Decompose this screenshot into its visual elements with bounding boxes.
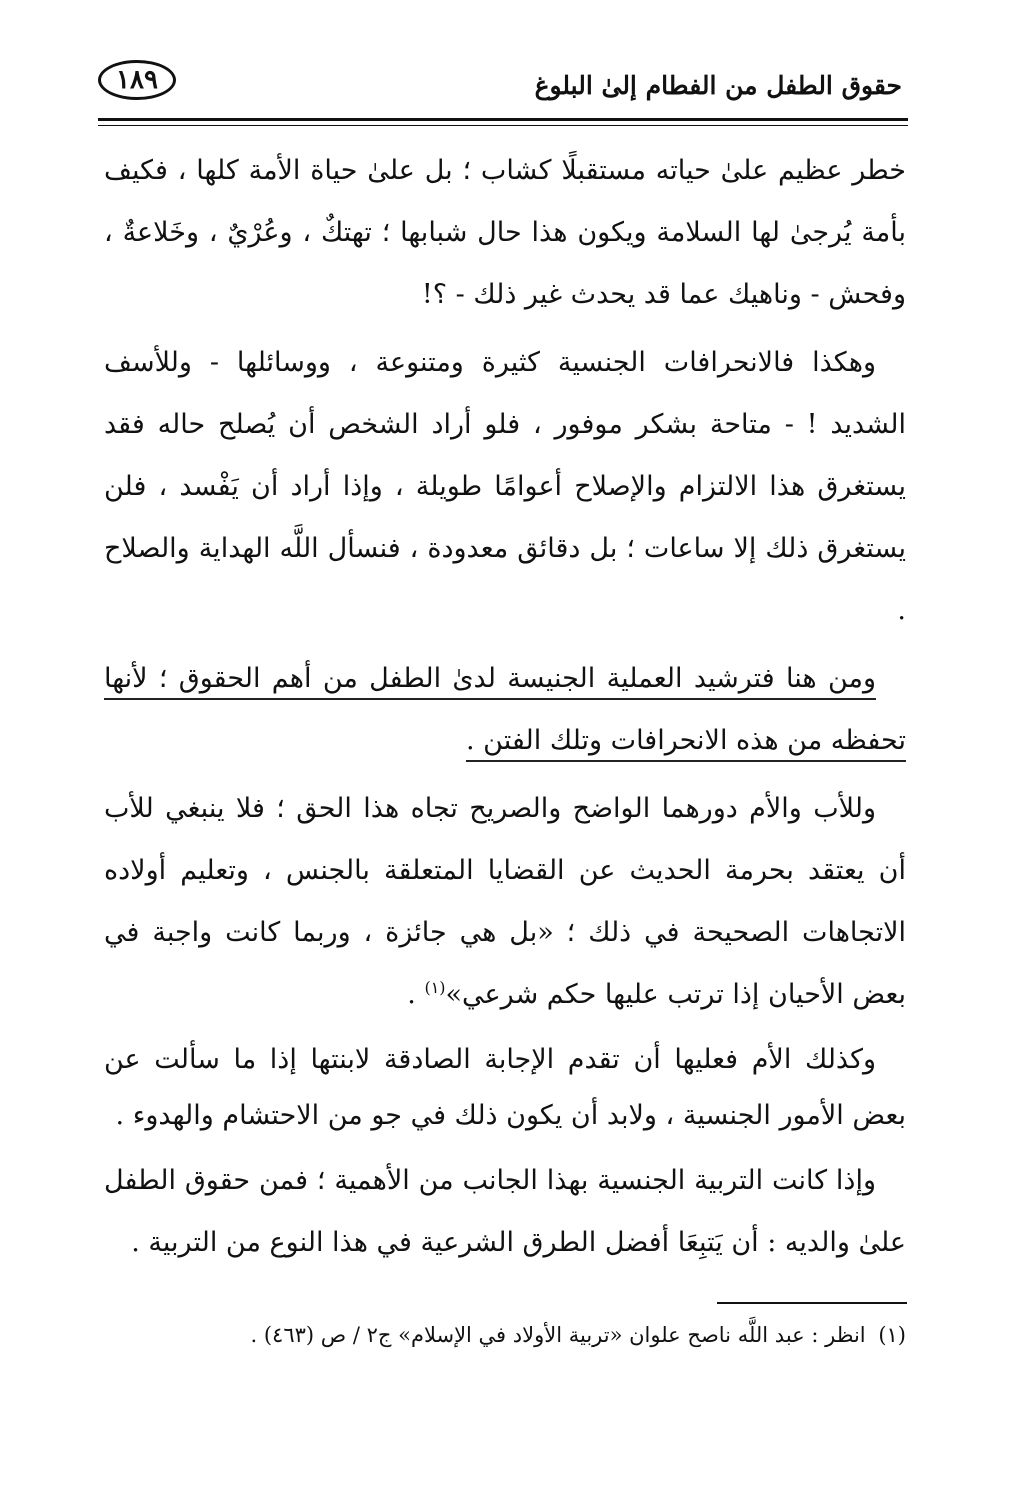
paragraph: وإذا كانت التربية الجنسية بهذا الجانب من الأهمية ؛ فمن حقوق الطفل علىٰ والديه : أن يَتبِعَا أفضل الطرق الشرعية في هذا النوع من التربية .	[104, 1165, 906, 1258]
page-header	[98, 58, 908, 118]
paragraph: وللأب والأم دورهما الواضح والصريح تجاه هذا الحق ؛ فلا ينبغي للأب أن يعتقد بحرمة الحديث عن القضايا المتعلقة بالجنس ، وتعليم أولاده الاتجاهات الصحيحة في ذلك ؛ «بل هي جائزة ، وربما كانت واجبة في بعض الأحيان إذا ترتب عليها حكم شرعي»$^{(١)}$ .	[104, 793, 906, 1010]
running-title: حقوق الطفل من الفطام إلىٰ البلوغ	[534, 71, 902, 100]
paragraph-text: وللأب والأم دورهما الواضح والصريح تجاه هذا الحق ؛ فلا ينبغي للأب أن يعتقد بحرمة الحديث عن القضايا المتعلقة بالجنس ، وتعليم أولاده الاتجاهات الصحيحة في ذلك ؛ «بل هي جائزة ، وربما كانت واجبة في بعض الأحيان إذا ترتب عليها حكم شرعي»	[104, 793, 906, 1010]
footnote	[104, 1320, 906, 1350]
footnote-marker: (١)	[878, 1323, 906, 1347]
header-rule-thin	[98, 125, 908, 126]
paragraph: وكذلك الأم فعليها أن تقدم الإجابة الصادقة لابنتها إذا ما سألت عن بعض الأمور الجنسية ، ولابد أن يكون ذلك في جو من الاحتشام والهدوء .	[104, 1044, 906, 1131]
footnote-reference: (١)	[424, 978, 446, 997]
footnote-text: انظر : عبد اللَّه ناصح علوان «تربية الأولاد في الإسلام» ج٢ / ص (٤٦٣) .	[250, 1323, 866, 1347]
paragraph-underlined	[104, 648, 906, 772]
body-text	[104, 140, 906, 1280]
underlined-text: ومن هنا فترشيد العملية الجنيسة لدىٰ الطفل من أهم الحقوق ؛ لأنها تحفظه من هذه الانحرافات وتلك الفتن .	[104, 663, 906, 762]
header-rule-thick	[98, 118, 908, 121]
paragraph: خطر عظيم علىٰ حياته مستقبلًا كشاب ؛ بل علىٰ حياة الأمة كلها ، فكيف بأمة يُرجىٰ لها السلامة ويكون هذا حال شبابها ؛ تهتكٌ ، وعُرْيٌ ، وخَلاعةٌ ، وفحش - وناهيك عما قد يحدث غير ذلك - ؟!	[104, 155, 906, 310]
page-number: ١٨٩	[98, 60, 176, 100]
paragraph: وهكذا فالانحرافات الجنسية كثيرة ومتنوعة ، ووسائلها - وللأسف الشديد ! - متاحة بشكر موفور ، فلو أراد الشخص أن يُصلح حاله فقد يستغرق هذا الالتزام والإصلاح أعوامًا طويلة ، وإذا أراد أن يَفْسد ، فلن يستغرق ذلك إلا ساعات ؛ بل دقائق معدودة ، فنسأل اللَّه الهداية والصلاح .	[104, 347, 906, 626]
footnote-separator	[717, 1302, 907, 1304]
